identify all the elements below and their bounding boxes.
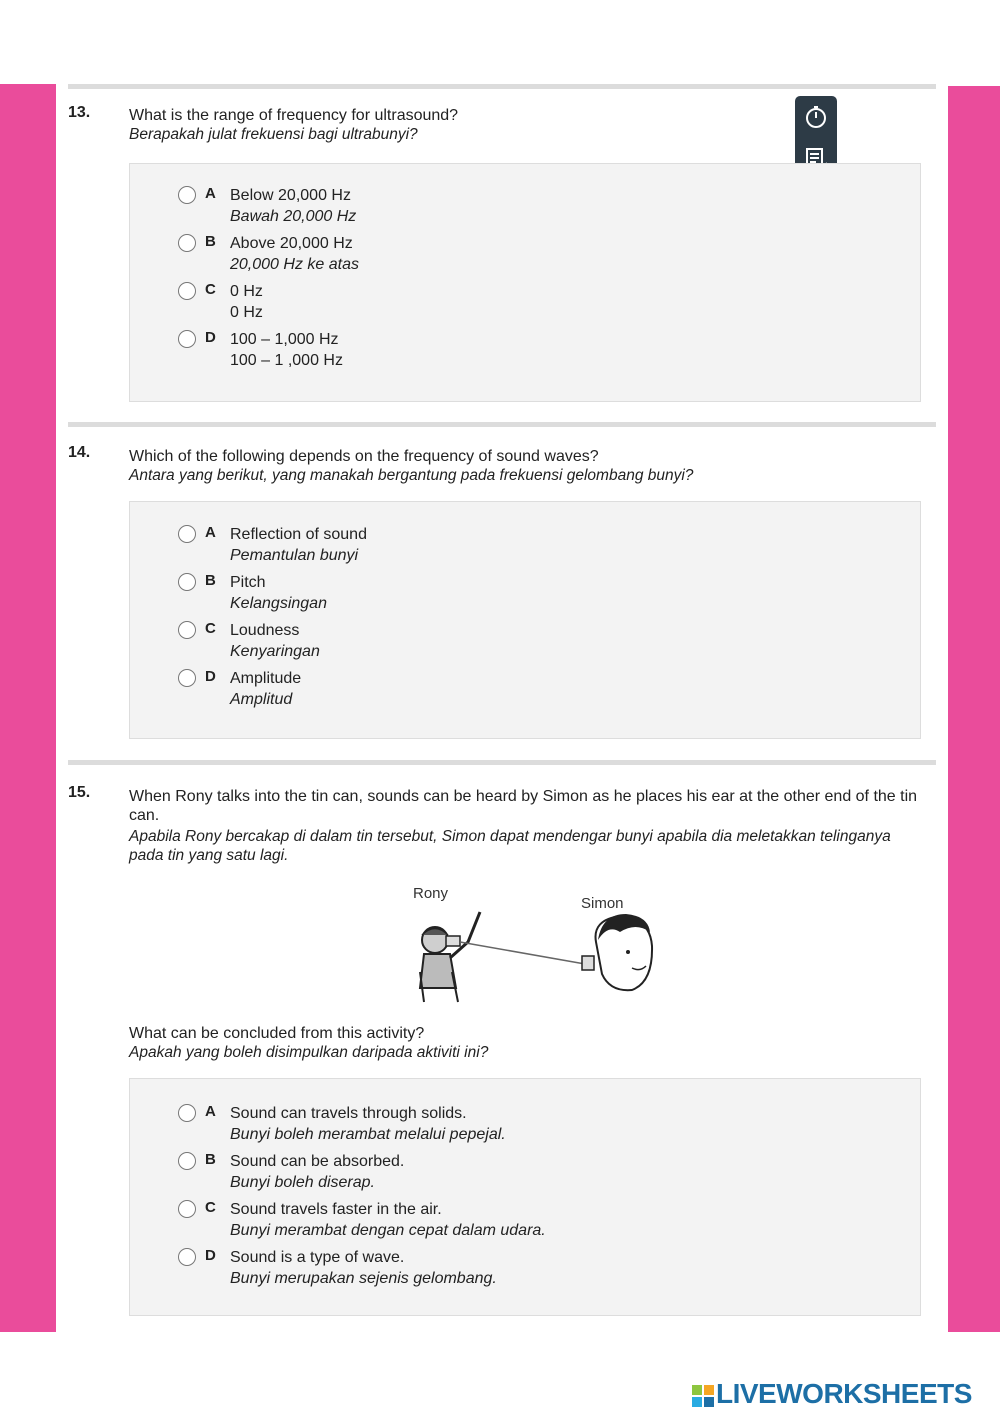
option-letter: C — [205, 281, 216, 298]
question-15-followup — [129, 1024, 929, 1062]
separator — [68, 84, 936, 89]
radio-button[interactable] — [178, 1200, 196, 1218]
question-15-english: When Rony talks into the tin can, sounds can be heard by Simon as he places his ear at the other end of the tin can. — [129, 788, 918, 824]
option-english: 0 Hz — [230, 283, 263, 300]
option-text — [230, 185, 830, 227]
simon-label: Simon — [581, 895, 624, 912]
separator — [68, 422, 936, 427]
tin-can-telephone-illustration — [410, 902, 670, 1004]
logo-squares-icon — [692, 1385, 714, 1407]
option-english: Sound can be absorbed. — [230, 1153, 405, 1170]
radio-button[interactable] — [178, 1248, 196, 1266]
option-malay: 100 – 1 ,000 Hz — [230, 352, 343, 369]
option-letter: A — [205, 185, 216, 202]
radio-button[interactable] — [178, 330, 196, 348]
question-13-number: 13. — [68, 104, 91, 121]
radio-button[interactable] — [178, 1152, 196, 1170]
question-14-text — [129, 447, 929, 485]
question-14-options — [129, 501, 921, 739]
option-text — [230, 1247, 830, 1289]
option-malay: Kenyaringan — [230, 643, 320, 660]
option-text — [230, 620, 830, 662]
radio-button[interactable] — [178, 282, 196, 300]
option-letter: A — [205, 524, 216, 541]
radio-button[interactable] — [178, 234, 196, 252]
option-malay: 20,000 Hz ke atas — [230, 256, 359, 273]
right-pink-bar — [948, 86, 1000, 1332]
option-english: 100 – 1,000 Hz — [230, 331, 339, 348]
option-english: Pitch — [230, 574, 266, 591]
option-english: Reflection of sound — [230, 526, 367, 543]
radio-button[interactable] — [178, 1104, 196, 1122]
question-14-malay: Antara yang berikut, yang manakah bergantung pada frekuensi gelombang bunyi? — [129, 467, 694, 484]
left-pink-bar — [0, 84, 56, 1332]
option-text — [230, 1199, 830, 1241]
option-letter: D — [205, 668, 216, 685]
option-malay: Amplitud — [230, 691, 293, 708]
option-letter: B — [205, 1151, 216, 1168]
option-text — [230, 281, 830, 323]
question-15-malay: Apabila Rony bercakap di dalam tin tersebut, Simon dapat mendengar bunyi apabila dia meletakkan telinganya pada tin yang satu lagi. — [129, 828, 891, 864]
option-text — [230, 668, 830, 710]
option-english: Below 20,000 Hz — [230, 187, 351, 204]
option-malay: Bunyi merambat dengan cepat dalam udara. — [230, 1222, 546, 1239]
option-text — [230, 524, 830, 566]
question-15-options — [129, 1078, 921, 1316]
question-13-text — [129, 106, 929, 144]
option-letter: A — [205, 1103, 216, 1120]
question-15-number: 15. — [68, 784, 91, 801]
brand-name: LIVEWORKSHEETS — [716, 1378, 972, 1409]
question-14-english: Which of the following depends on the frequency of sound waves? — [129, 448, 599, 465]
option-text — [230, 329, 830, 371]
radio-button[interactable] — [178, 621, 196, 639]
liveworksheets-logo[interactable] — [692, 1378, 972, 1410]
rony-label: Rony — [413, 885, 449, 902]
option-english: Loudness — [230, 622, 300, 639]
option-letter: B — [205, 233, 216, 250]
option-malay: Bunyi boleh merambat melalui pepejal. — [230, 1126, 506, 1143]
option-letter: D — [205, 329, 216, 346]
followup-malay: Apakah yang boleh disimpulkan daripada aktiviti ini? — [129, 1044, 489, 1061]
option-malay: Pemantulan bunyi — [230, 547, 359, 564]
option-text — [230, 233, 830, 275]
option-malay: Bawah 20,000 Hz — [230, 208, 357, 225]
radio-button[interactable] — [178, 573, 196, 591]
option-text — [230, 572, 830, 614]
followup-english: What can be concluded from this activity? — [129, 1025, 425, 1042]
radio-button[interactable] — [178, 525, 196, 543]
option-text — [230, 1103, 830, 1145]
option-malay: Bunyi merupakan sejenis gelombang. — [230, 1270, 497, 1287]
option-english: Above 20,000 Hz — [230, 235, 353, 252]
option-text — [230, 1151, 830, 1193]
option-malay: Kelangsingan — [230, 595, 327, 612]
separator — [68, 760, 936, 765]
question-13-malay: Berapakah julat frekuensi bagi ultrabunyi? — [129, 126, 418, 143]
option-letter: D — [205, 1247, 216, 1264]
option-english: Sound is a type of wave. — [230, 1249, 405, 1266]
option-letter: C — [205, 1199, 216, 1216]
option-english: Sound travels faster in the air. — [230, 1201, 442, 1218]
question-13-english: What is the range of frequency for ultrasound? — [129, 107, 459, 124]
radio-button[interactable] — [178, 186, 196, 204]
option-letter: C — [205, 620, 216, 637]
radio-button[interactable] — [178, 669, 196, 687]
option-english: Amplitude — [230, 670, 302, 687]
option-malay: 0 Hz — [230, 304, 263, 321]
question-15-text — [129, 787, 927, 865]
option-english: Sound can travels through solids. — [230, 1105, 467, 1122]
option-malay: Bunyi boleh diserap. — [230, 1174, 375, 1191]
question-14-number: 14. — [68, 444, 91, 461]
question-13-options — [129, 163, 921, 402]
option-letter: B — [205, 572, 216, 589]
